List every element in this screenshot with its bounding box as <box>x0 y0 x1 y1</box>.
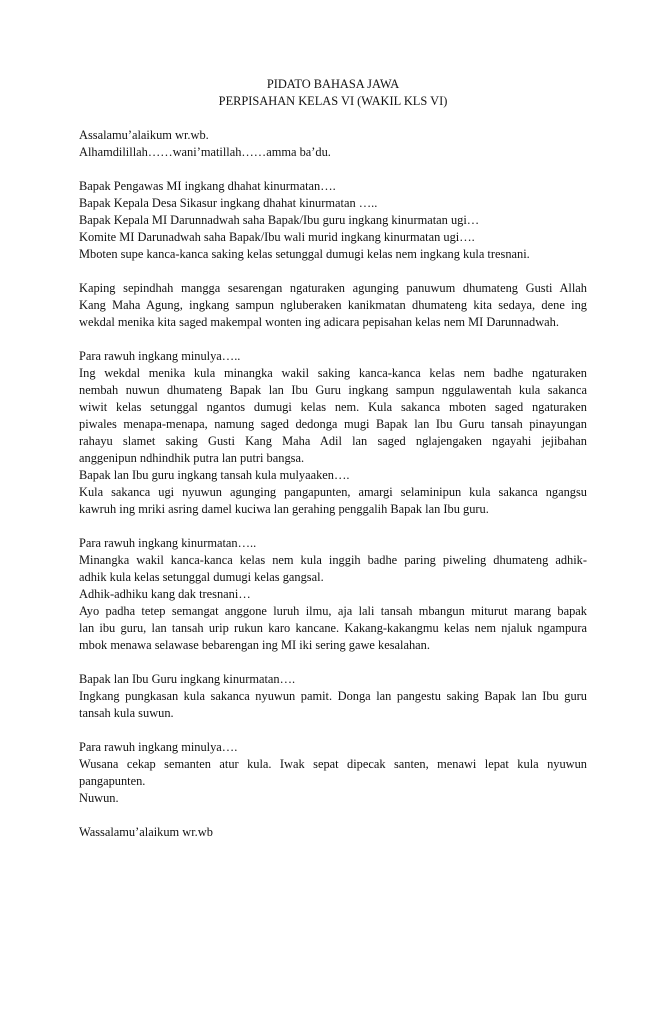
document-title <box>79 76 587 110</box>
greeting-line: Komite MI Darunadwah saha Bapak/Ibu wali murid ingkang kinurmatan ugi…. <box>79 230 475 244</box>
title-line-1: PIDATO BAHASA JAWA <box>266 77 400 91</box>
paragraph-line: Kaping sepindhah mangga sesarengan ngaturaken agunging panuwum dhumateng Gusti Allah <box>79 281 587 295</box>
paragraph-line: Ing wekdal menika kula minangka wakil saking kanca-kanca kelas nem badhe ngaturaken <box>79 366 587 380</box>
paragraph-line: Kang Maha Agung, ingkang sampun ngluberaken kanikmatan dhumateng kita sedaya, dene ing <box>79 298 587 312</box>
paragraph-line: mbok menawa selawase bebarengan ing MI iki sering gawe kesalahan. <box>79 638 430 652</box>
paragraph-line: Kula sakanca ugi nyuwun agunging pangapunten, amargi selaminipun kula sakanca ngangsu <box>79 485 587 499</box>
paragraph-line: wekdal menika kita saged makempal wonten ing adicara pepisahan kelas nem MI Darunnadwah. <box>79 315 559 329</box>
paragraph-line: lan ibu guru, lan tansah urip rukun karo kancane. Kakang-kakangmu kelas nem njaluk ngampura <box>79 621 587 635</box>
paragraph-line: tansah kula suwun. <box>79 706 174 720</box>
section-heading: Bapak lan Ibu guru ingkang tansah kula mulyaaken…. <box>79 468 350 482</box>
greetings-list <box>79 178 587 263</box>
greeting-line: Mboten supe kanca-kanca saking kelas setunggal dumugi kelas nem ingkang kula tresnani. <box>79 247 530 261</box>
paragraph-line: anggenipun ndhindhik putra lan putri bangsa. <box>79 451 305 465</box>
section-heading: Bapak lan Ibu Guru ingkang kinurmatan…. <box>79 672 296 686</box>
section-message-juniors <box>79 535 587 654</box>
opening-salutation <box>79 127 587 161</box>
closing-word: Nuwun. <box>79 791 119 805</box>
greeting-line: Bapak Kepala MI Darunnadwah saha Bapak/Ibu guru ingkang kinurmatan ugi… <box>79 213 480 227</box>
section-heading: Adhik-adhiku kang dak tresnani… <box>79 587 251 601</box>
paragraph-line: Wusana cekap semanten atur kula. Iwak sepat dipecak santen, menawi lepat kula nyuwun <box>79 757 587 771</box>
paragraph-line: pangapunten. <box>79 774 146 788</box>
section-heading: Para rawuh ingkang minulya…. <box>79 740 238 754</box>
section-farewell <box>79 671 587 722</box>
section-conclusion <box>79 739 587 807</box>
paragraph-line: nembah nuwun dhumateng Bapak lan Ibu Guru ingkang sampun nggulawentah kula sakanca <box>79 383 587 397</box>
paragraph-line: Ayo padha tetep semangat anggone luruh ilmu, aja lali tansah mbangun miturut marang bapak <box>79 604 587 618</box>
opening-line-1: Assalamu’alaikum wr.wb. <box>79 128 209 142</box>
paragraph-gratitude <box>79 280 587 331</box>
greeting-line: Bapak Kepala Desa Sikasur ingkang dhahat kinurmatan ….. <box>79 196 378 210</box>
document-page <box>79 76 587 858</box>
paragraph-line: wiwit kelas setunggal ngantos dumugi kelas nem. Kula sakanca mboten saged ngaturaken <box>79 400 587 414</box>
paragraph-line: kawruh ing mriki asring damel kuciwa lan gerahing penggalih Bapak lan Ibu guru. <box>79 502 489 516</box>
section-thanks-teachers <box>79 348 587 518</box>
title-line-2: PERPISAHAN KELAS VI (WAKIL KLS VI) <box>218 94 448 108</box>
section-heading: Para rawuh ingkang minulya….. <box>79 349 241 363</box>
paragraph-line: Minangka wakil kanca-kanca kelas nem kula inggih badhe paring piweling dhumateng adhik- <box>79 553 587 567</box>
closing-salutation <box>79 824 587 841</box>
opening-line-2: Alhamdilillah……wani’matillah……amma ba’du. <box>79 145 331 159</box>
paragraph-line: Ingkang pungkasan kula sakanca nyuwun pamit. Donga lan pangestu saking Bapak lan Ibu guru <box>79 689 587 703</box>
closing-line: Wassalamu’alaikum wr.wb <box>79 825 213 839</box>
paragraph-line: adhik kula kelas setunggal dumugi kelas gangsal. <box>79 570 324 584</box>
section-heading: Para rawuh ingkang kinurmatan….. <box>79 536 257 550</box>
greeting-line: Bapak Pengawas MI ingkang dhahat kinurmatan…. <box>79 179 336 193</box>
paragraph-line: rahayu slamet saking Gusti Kang Maha Adil lan saged nglajengaken ngayahi jejibahan <box>79 434 587 448</box>
paragraph-line: piwales menapa-menapa, namung saged dedonga mugi Bapak lan Ibu Guru tansah pinayungan <box>79 417 587 431</box>
